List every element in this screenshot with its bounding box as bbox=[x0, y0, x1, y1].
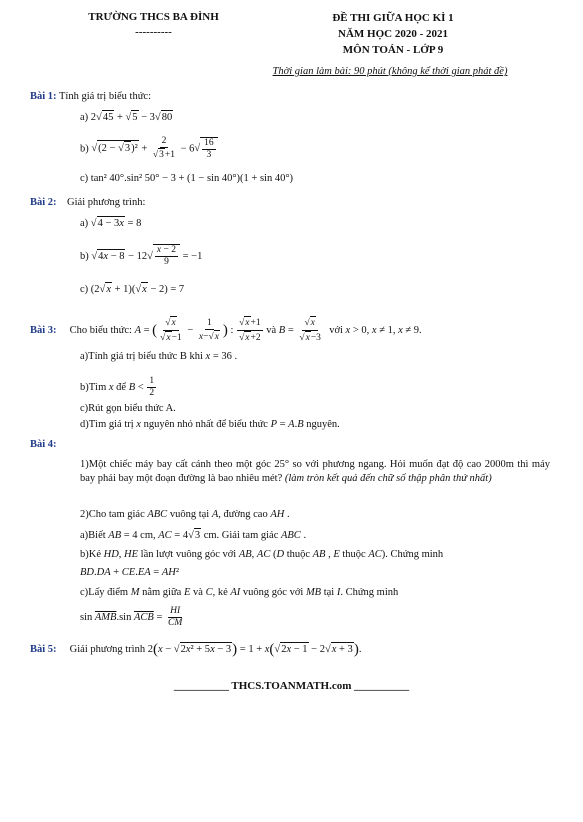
bai4-c: c)Lấy điểm M nằm giữa E và C, kẻ AI vuông góc với MB tại I. Chứng minh bbox=[80, 587, 399, 598]
footer-site: THCS.TOANMATH.com bbox=[231, 680, 352, 692]
bai2-a: a) √ 4 − 3x = 8 bbox=[80, 216, 141, 231]
bai3-heading: Bài 3: Cho biểu thức: A = ( √ x √ x−1 − $\frac{1}{x- √ x}$ ) : √ x+1 √ x+2 và B = √ x √ x−3 với x > 0, x ≠ 1, x ≠ 9. bbox=[30, 316, 422, 345]
header-right bbox=[278, 10, 508, 58]
bai4-c-formula: $\sin \overline{AMB}.\sin$ $\overline{ACB}$ = $\frac{HI}{CM}$ bbox=[80, 606, 183, 628]
bai4-p2: 2)Cho tam giác ABC vuông tại A, đường cao AH . bbox=[80, 509, 290, 520]
footer: __________ THCS.TOANMATH.com __________ bbox=[173, 680, 410, 692]
bai4-b: b)Kẻ HD, HE lần lượt vuông góc với AB, AC (D thuộc AB , E thuộc AC). Chứng minh bbox=[80, 549, 444, 560]
school-year: NĂM HỌC 2020 - 2021 bbox=[338, 28, 448, 40]
bai2-c: c) (2 √ x + 1)( √ x − 2) = 7 bbox=[80, 282, 184, 297]
time-note: Thời gian làm bài: 90 phút (không kể thời gian phát đề) bbox=[272, 66, 508, 77]
header-left bbox=[66, 10, 241, 40]
bai1-a: a) 2 √ 45 + √ 5 − 3 √ 80 bbox=[80, 110, 173, 125]
bai1-heading bbox=[30, 90, 151, 104]
bai3-c: c)Rút gọn biểu thức A. bbox=[80, 403, 176, 414]
bai1-c: c) tan² 40°.sin² 50° − 3 + (1 − sin 40°)(1 + sin 40°) bbox=[80, 173, 294, 184]
bai2-b: b) √ 4x − 8 − 12√ $\frac{x - 2}{9}$ = −1 bbox=[80, 244, 202, 268]
bai4-a: a)Biết AB = 4 cm, AC = 4 √ 3 cm. Giải tam giác ABC . bbox=[80, 528, 306, 543]
bai4-heading: Bài 4: bbox=[30, 439, 57, 450]
bai3-b: b)Tìm x để B < $\frac{1}{2}$ bbox=[80, 376, 155, 398]
bai3-d: d)Tìm giá trị x nguyên nhỏ nhất để biểu thức P = A.B nguyên. bbox=[80, 419, 340, 430]
bai1-b: b) √ (2 − √ 3)² + 2 √ 3+1 − 6√ $\frac{16}{3}$ bbox=[80, 136, 218, 162]
bai3-a: a)Tính giá trị biểu thức B khi x = 36 . bbox=[80, 351, 238, 362]
bai4-p1: 1)Một chiếc máy bay cất cánh theo một góc 25° so với phương ngang. Hỏi muốn đạt độ cao 2000m thì máy bay phải bay một đoạn đường là bao nhiêu mét? (làm tròn kết quả đến chữ số thập phân thứ nhất) bbox=[80, 459, 550, 484]
subject: MÔN TOÁN - LỚP 9 bbox=[342, 44, 444, 56]
bai2-heading: Bài 2: Giải phương trình: bbox=[30, 197, 146, 208]
bai5: Bài 5: Giải phương trình 2(x − √ 2x² + 5x − 3) = 1 + x( √ 2x − 1 − 2 √ x + 3). bbox=[30, 642, 361, 657]
bai1-label: Bài 1: bbox=[30, 91, 57, 102]
exam-title: ĐỀ THI GIỮA HỌC KÌ 1 bbox=[332, 12, 454, 24]
bai4-b-formula: BD.DA + CE.EA = AH² bbox=[80, 567, 179, 578]
school-name: TRƯỜNG THCS BA ĐÌNH bbox=[88, 11, 219, 23]
school-dashes: ---------- bbox=[135, 26, 172, 38]
bai1-prompt: Tính giá trị biểu thức: bbox=[58, 91, 151, 102]
